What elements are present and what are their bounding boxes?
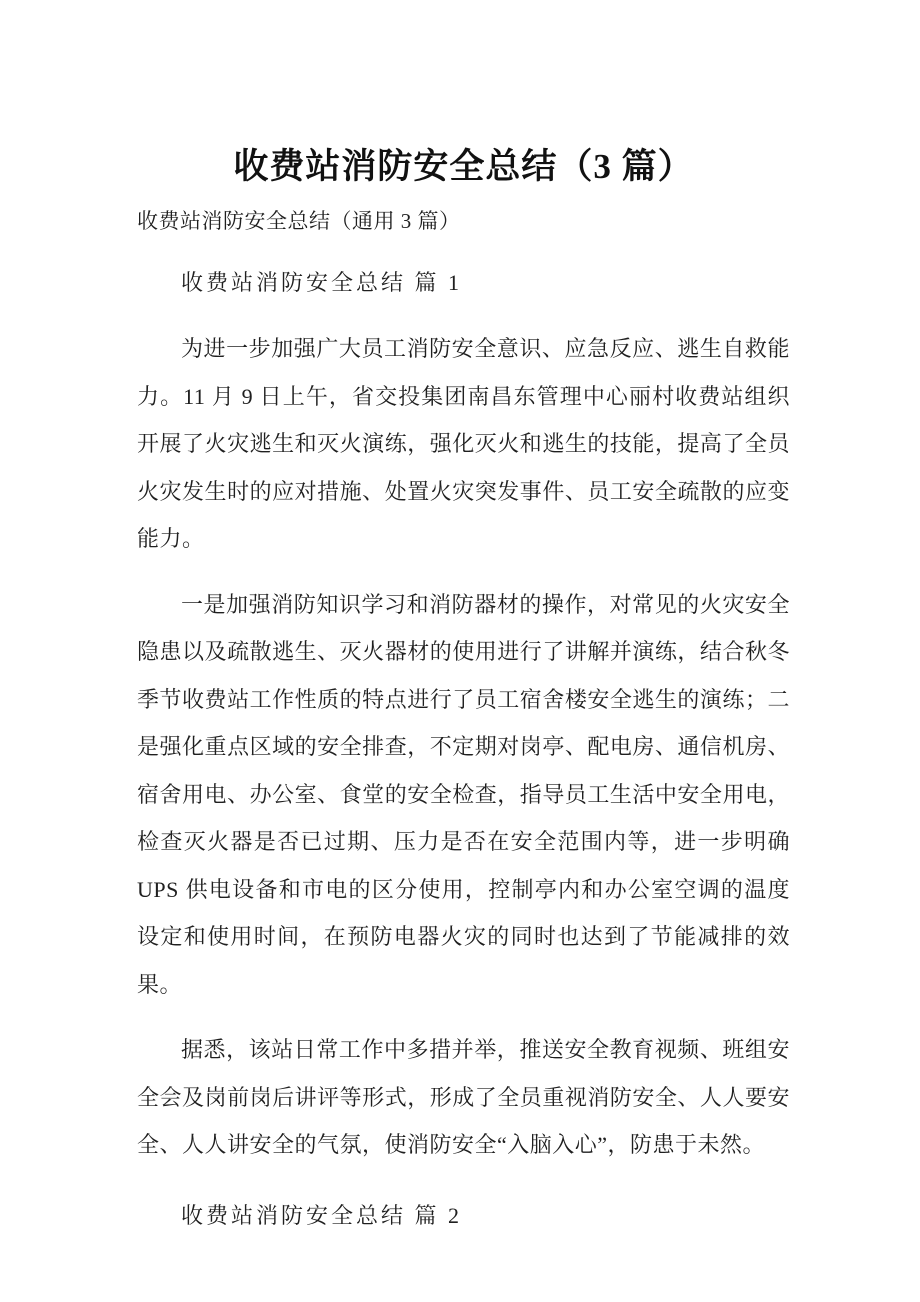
section-1-paragraph-2: 一是加强消防知识学习和消防器材的操作，对常见的火灾安全隐患以及疏散逃生、灭火器材的使用进行了讲解并演练，结合秋冬季节收费站工作性质的特点进行了员工宿舍楼安全逃生的演练；二是强化重点区域的安全排查，不定期对岗亭、配电房、通信机房、宿舍用电、办公室、食堂的安全检查，指导员工生活中安全用电，检查灭火器是否已过期、压力是否在安全范围内等，进一步明确 UPS 供电设备和市电的区分使用，控制亭内和办公室空调的温度设定和使用时间，在预防电器火灾的同时也达到了节能减排的效果。 [137, 591, 790, 997]
section-1-heading: 收费站消防安全总结 篇 1 [181, 270, 463, 295]
document-subtitle: 收费站消防安全总结（通用 3 篇） [137, 209, 461, 233]
section-2-heading: 收费站消防安全总结 篇 2 [181, 1202, 463, 1228]
section-1-paragraph-3: 据悉，该站日常工作中多措并举，推送安全教育视频、班组安全会及岗前岗后讲评等形式，形成了全员重视消防安全、人人要安全、人人讲安全的气氛，使消防安全“入脑入心”，防患于未然。 [137, 1037, 790, 1157]
document-title: 收费站消防安全总结（3 篇） [233, 147, 694, 186]
section-1-paragraph-1: 为进一步加强广大员工消防安全意识、应急反应、逃生自救能力。11 月 9 日上午，省交投集团南昌东管理中心丽村收费站组织开展了火灾逃生和灭火演练，强化灭火和逃生的技能，提高了全员火灾发生时的应对措施、处置火灾突发事件、员工安全疏散的应变能力。 [137, 336, 790, 551]
